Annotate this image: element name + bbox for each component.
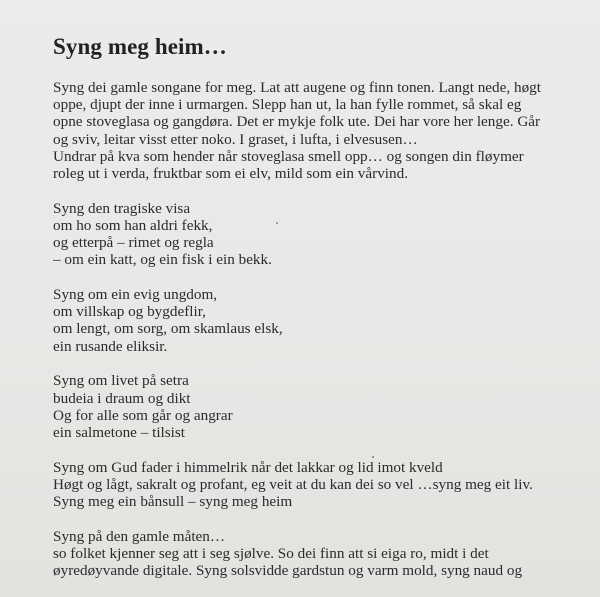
stanza-2 (53, 200, 593, 269)
text-line: Syng meg ein bånsull – syng meg heim (53, 493, 293, 511)
paper-speck (276, 222, 278, 224)
text-line: opne stoveglasa og gangdøra. Det er mykje folk ute. Dei har vore her lenge. Går (53, 113, 541, 131)
verse-line: Syng om livet på setra (53, 372, 189, 390)
text-line: Syng på den gamle måten… (53, 527, 226, 545)
paper-speck (372, 456, 374, 458)
text-line: og sviv, leitar visst etter noko. I graset, i lufta, i elvesusen… (53, 130, 418, 148)
stanza-4 (53, 372, 593, 441)
verse-line: Syng den tragiske visa (53, 199, 191, 217)
text-line: Syng dei gamle songane for meg. Lat att augene og finn tonen. Langt nede, høgt (53, 79, 541, 96)
verse-line: om ho som han aldri fekk, (53, 216, 213, 234)
verse-line: Syng om ein evig ungdom, (53, 286, 218, 304)
verse-line: ein rusande eliksir. (53, 337, 168, 355)
text-line: Høgt og lågt, sakralt og profant, eg veit at du kan dei so vel …syng meg eit liv. (53, 475, 533, 493)
verse-line: budeia i draum og dikt (53, 389, 191, 407)
poem-body (53, 79, 593, 597)
verse-line: Og for alle som går og angrar (53, 406, 233, 424)
verse-line: og etterpå – rimet og regla (53, 234, 214, 252)
paragraph-6 (53, 528, 593, 580)
paragraph-5 (53, 459, 593, 511)
verse-line: om villskap og bygdeflir, (53, 303, 206, 321)
paragraph-1 (53, 79, 593, 182)
verse-line: ein salmetone – tilsist (53, 423, 186, 441)
verse-line: om lengt, om sorg, om skamlaus elsk, (53, 320, 283, 338)
text-line: roleg ut i verda, fruktbar som ei elv, mild som ein vårvind. (53, 165, 408, 183)
text-line: Syng om Gud fader i himmelrik når det lakkar og lid imot kveld (53, 458, 443, 476)
text-line: so folket kjenner seg att i seg sjølve. So dei finn att si eiga ro, midt i det (53, 544, 489, 562)
text-line: øyredøyvande digitale. Syng solsvidde gardstun og varm mold, syng naud og (53, 562, 523, 580)
text-line: Undrar på kva som hender når stoveglasa smell opp… og songen din fløymer (53, 147, 524, 165)
stanza-3 (53, 286, 593, 355)
poem-title: Syng meg heim… (53, 34, 227, 59)
verse-line: – om ein katt, og ein fisk i ein bekk. (53, 251, 272, 269)
text-line: oppe, djupt der inne i urmargen. Slepp han ut, la han fylle rommet, så skal eg (53, 96, 522, 114)
